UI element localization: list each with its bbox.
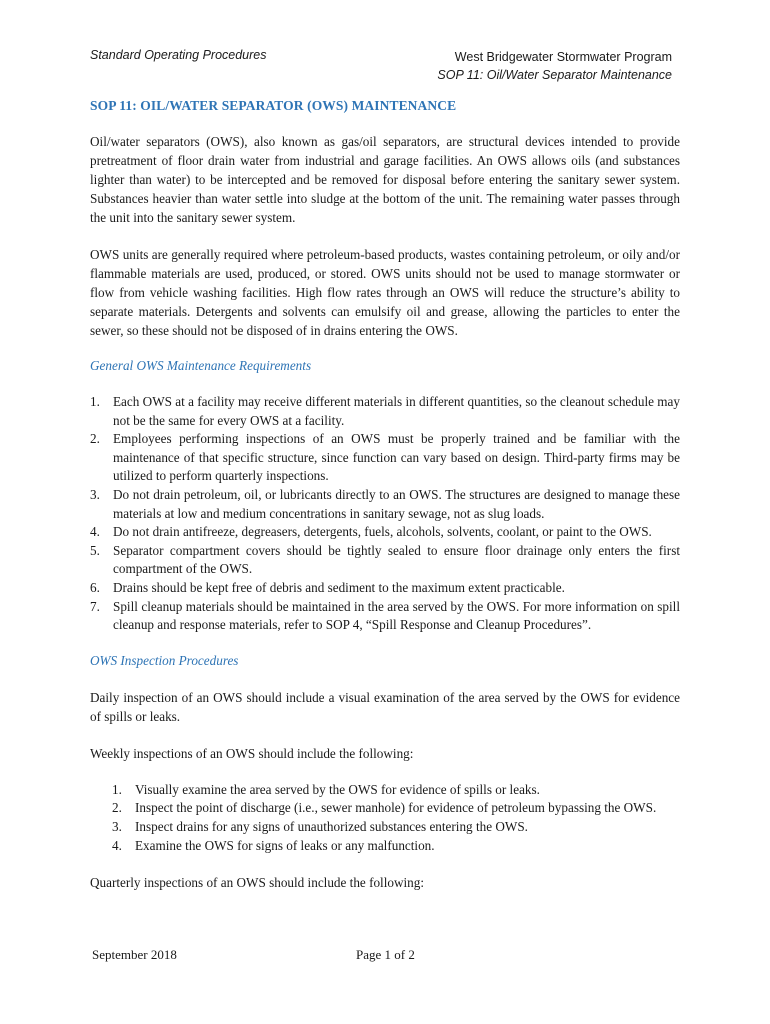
page-title: SOP 11: OIL/WATER SEPARATOR (OWS) MAINTENANCE (90, 98, 457, 113)
list-item (90, 579, 680, 598)
weekly-inspection-intro: Weekly inspections of an OWS should include the following: (90, 745, 414, 761)
list-item (112, 781, 680, 800)
list-number: 6. (90, 579, 100, 595)
list-item (90, 523, 680, 542)
intro-paragraph-1: Oil/water separators (OWS), also known as gas/oil separators, are structural devices intended to provide pretreatment of floor drain water from industrial and garage facilities. An OWS allows oils (and substances lighter than water) to be intercepted and be removed for disposal before entering the sanitary sewer system. Substances heavier than water settle into sludge at the bottom of the unit. The remaining water passes through the unit into the sanitary sewer system. (90, 134, 680, 225)
footer-page-number: Page 1 of 2 (356, 947, 415, 962)
list-number: 2. (90, 431, 100, 447)
list-text: Drains should be kept free of debris and sediment to the maximum extent practicable. (113, 579, 565, 595)
list-item (90, 542, 680, 579)
list-number: 1. (112, 781, 122, 797)
list-item (90, 486, 680, 523)
header-sop-title: SOP 11: Oil/Water Separator Maintenance (437, 68, 672, 82)
header-program-block (437, 48, 672, 84)
list-text: Inspect the point of discharge (i.e., sewer manhole) for evidence of petroleum bypassing the OWS. (135, 800, 657, 816)
list-number: 4. (112, 837, 122, 853)
list-text: Inspect drains for any signs of unauthorized substances entering the OWS. (135, 818, 528, 834)
general-requirements-heading: General OWS Maintenance Requirements (90, 358, 312, 373)
intro-paragraph-2: OWS units are generally required where petroleum-based products, wastes containing petroleum, or oily and/or flammable materials are used, produced, or stored. OWS units should not be used to manage stormwater or flow from vehicle washing facilities. High flow rates through an OWS will reduce the structure’s ability to separate materials. Detergents and solvents can emulsify oil and grease, allowing the particles to enter the sewer, so these should not be disposed of in drains entering the OWS. (90, 247, 680, 338)
quarterly-inspection-intro: Quarterly inspections of an OWS should include the following: (90, 875, 425, 891)
weekly-inspection-list (112, 781, 680, 855)
daily-inspection-paragraph: Daily inspection of an OWS should include a visual examination of the area served by the OWS for evidence of spills or leaks. (90, 689, 680, 724)
list-item (112, 837, 680, 856)
list-item (112, 799, 680, 818)
footer-date: September 2018 (92, 947, 177, 962)
list-text: Each OWS at a facility may receive different materials in different quantities, so the cleanout schedule may not be the same for every OWS at a facility. (113, 394, 680, 428)
list-number: 7. (90, 598, 100, 614)
general-requirements-list (90, 393, 680, 635)
list-text: Spill cleanup materials should be maintained in the area served by the OWS. For more information on spill cleanup and response materials, refer to SOP 4, “Spill Response and Cleanup Procedures”. (113, 598, 680, 633)
list-text: Examine the OWS for signs of leaks or any malfunction. (135, 837, 435, 853)
list-text: Separator compartment covers should be tightly sealed to ensure floor drainage only enters the first compartment of the OWS. (113, 542, 680, 577)
list-number: 2. (112, 800, 122, 816)
list-item (90, 430, 680, 486)
list-number: 1. (90, 394, 100, 409)
list-text: Employees performing inspections of an OWS must be properly trained and be familiar with the maintenance of that specific structure, since function can vary based on design. Third-party firms may be utilized to perform quarterly inspections. (113, 431, 680, 484)
list-number: 5. (90, 542, 100, 558)
list-item (90, 598, 680, 635)
list-text: Visually examine the area served by the OWS for evidence of spills or leaks. (135, 781, 540, 797)
list-item (90, 393, 680, 430)
header-document-type: Standard Operating Procedures (90, 48, 267, 62)
document-body (90, 98, 680, 910)
list-number: 4. (90, 524, 100, 540)
inspection-procedures-heading: OWS Inspection Procedures (90, 652, 239, 668)
header-program-name: West Bridgewater Stormwater Program (454, 50, 672, 64)
list-text: Do not drain antifreeze, degreasers, detergents, fuels, alcohols, solvents, coolant, or paint to the OWS. (113, 524, 652, 540)
list-item (112, 818, 680, 837)
list-number: 3. (90, 486, 100, 502)
list-number: 3. (112, 818, 122, 834)
list-text: Do not drain petroleum, oil, or lubricants directly to an OWS. The structures are designed to manage these materials at low and medium concentrations in sanitary sewage, not as slug loads. (113, 486, 680, 521)
